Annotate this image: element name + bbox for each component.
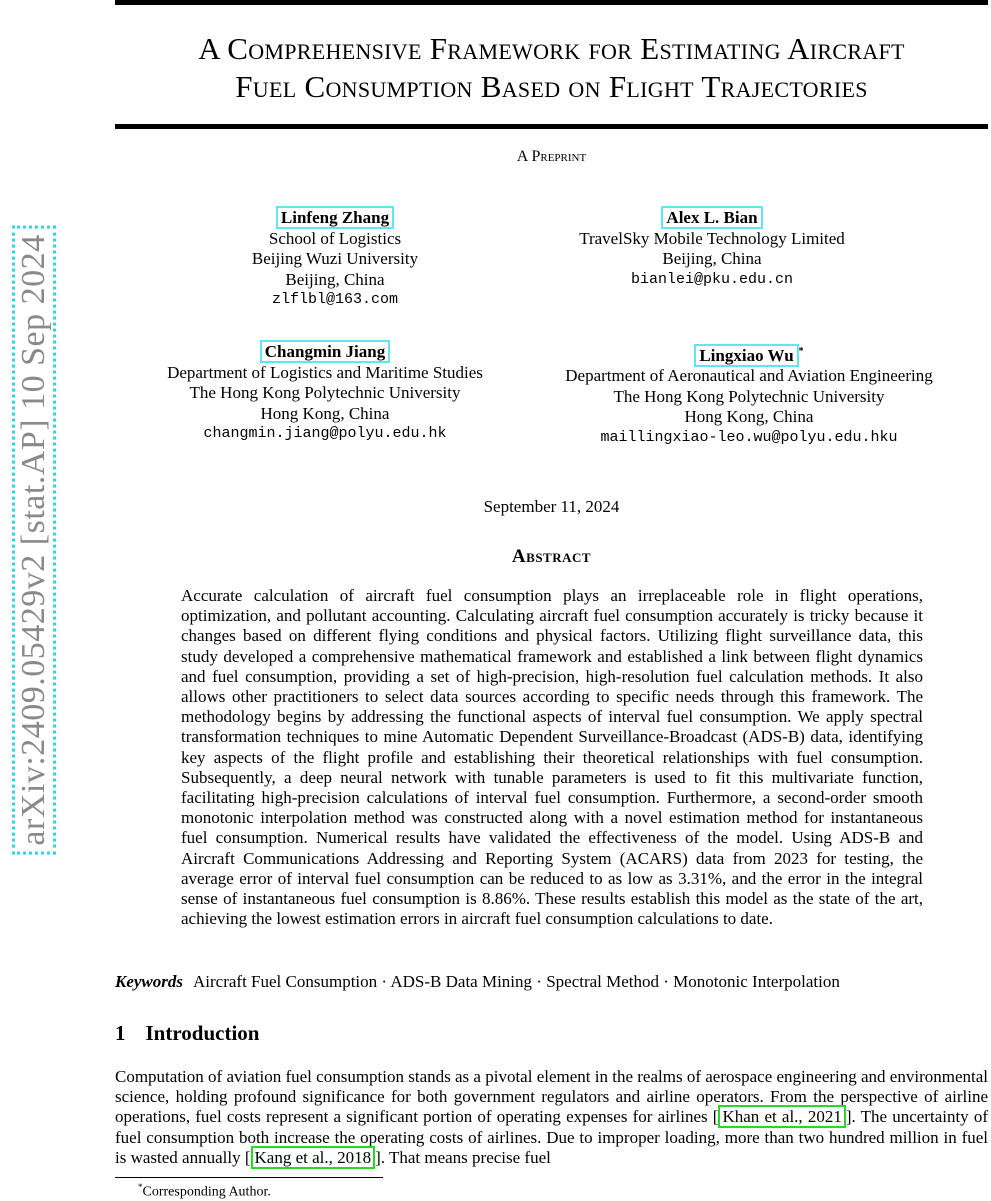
author-affiliation: Department of Aeronautical and Aviation Engineering	[565, 366, 933, 386]
title-top-rule	[115, 0, 988, 5]
intro-text: Computation of aviation fuel consumption stands as a pivotal element in the realms of aerospace engineering and environmental science, holding profound significance for both government regulators and airline operators. From the perspective of airline operations, fuel costs represent a significant portion of operating expenses for airlines [	[115, 1067, 988, 1127]
author-location: Beijing, China	[662, 249, 762, 268]
intro-paragraph	[115, 1067, 988, 1168]
author-email: zlflbl@163.com	[271, 291, 399, 308]
preprint-label: A Preprint	[516, 148, 587, 165]
author-name-link[interactable]: Changmin Jiang	[260, 340, 390, 363]
footnote-text: Corresponding Author.	[142, 1184, 271, 1200]
author-email: bianlei@pku.edu.cn	[630, 270, 794, 288]
author-email: changmin.jiang@polyu.edu.hk	[203, 425, 447, 442]
section-number: 1	[115, 1021, 126, 1045]
keywords-line	[115, 972, 988, 992]
author-location: Hong Kong, China	[260, 403, 390, 423]
author-email: maillingxiao-leo.wu@polyu.edu.hku	[600, 428, 898, 446]
citation-link[interactable]: Khan et al., 2021	[718, 1105, 845, 1128]
author-name-link[interactable]: Lingxiao Wu	[694, 344, 798, 367]
footnote-rule	[115, 1177, 383, 1178]
author-affiliation: School of Logistics	[268, 228, 402, 248]
section-title: Introduction	[145, 1021, 260, 1045]
footnote-mark: *	[138, 1182, 143, 1192]
keywords-label: Keywords	[115, 972, 183, 991]
author-affiliation: Department of Logistics and Maritime Studies	[167, 362, 483, 382]
title-line-2: Fuel Consumption Based on Flight Trajectories	[235, 69, 868, 104]
arxiv-identifier[interactable]: arXiv:2409.05429v2 [stat.AP] 10 Sep 2024	[12, 225, 56, 854]
keywords-list: Aircraft Fuel Consumption · ADS-B Data Mining · Spectral Method · Monotonic Interpolation	[193, 972, 840, 991]
title-line-1: A Comprehensive Framework for Estimating Aircraft	[198, 31, 905, 66]
abstract-text: Accurate calculation of aircraft fuel consumption plays an irreplaceable role in flight operations, optimization, and pollutant accounting. Calculating aircraft fuel consumption accurately is tricky because it changes based on different flying conditions and physical factors. Utilizing flight surveillance data, this study developed a comprehensive mathematical framework and established a link between flight dynamics and fuel consumption, providing a set of high-precision, high-resolution fuel calculation methods. It also allows other practitioners to select data sources according to specific needs through this framework. The methodology begins by addressing the functional aspects of interval fuel consumption. We apply spectral transformation techniques to mine Automatic Dependent Surveillance-Broadcast (ADS-B) data, identifying key aspects of the flight profile and establishing their theoretical relationships with fuel consumption. Subsequently, a deep neural network with tunable parameters is used to fit this multivariate function, facilitating high-precision calculations of interval fuel consumption. Furthermore, a second-order smooth monotonic interpolation method was constructed along with a novel estimation method for instantaneous fuel consumption. Numerical results have validated the effectiveness of the model. Using ADS-B and Aircraft Communications Addressing and Reporting System (ACARS) data from 2023 for testing, the average error of interval fuel consumption can be reduced to as low as 3.31%, and the error in the integral sense of instantaneous fuel consumption is 8.86%. These results establish this model as the state of the art, achieving the lowest estimation errors in aircraft fuel consumption calculations to date.	[181, 586, 923, 929]
author-affiliation: The Hong Kong Polytechnic University	[613, 386, 885, 406]
author-affiliation: The Hong Kong Polytechnic University	[189, 383, 461, 402]
author-location: Hong Kong, China	[684, 407, 814, 427]
title-bottom-rule	[115, 124, 988, 129]
author-block-1	[185, 208, 485, 311]
author-affiliation: TravelSky Mobile Technology Limited	[579, 228, 845, 248]
section-heading	[115, 1021, 259, 1046]
author-location: Beijing, China	[285, 269, 385, 289]
author-block-2	[522, 208, 902, 290]
abstract-heading: Abstract	[511, 546, 592, 567]
author-affiliation: Beijing Wuzi University	[251, 249, 419, 268]
author-name-link[interactable]: Alex L. Bian	[661, 206, 762, 229]
author-block-4	[531, 342, 967, 448]
corresponding-author-mark: *	[798, 346, 804, 357]
intro-text: ]. The uncertainty of fuel consumption both increase the operating costs of airlines. Due to improper loading, more than two hundred million in fuel is wasted annually [	[115, 1107, 989, 1167]
publication-date: September 11, 2024	[483, 497, 620, 516]
author-name-link[interactable]: Linfeng Zhang	[276, 206, 394, 229]
paper-title	[115, 30, 988, 106]
footnote	[138, 1182, 271, 1201]
intro-text: ]. That means precise fuel	[375, 1147, 551, 1167]
citation-link[interactable]: Kang et al., 2018	[251, 1146, 376, 1169]
author-block-3	[140, 342, 510, 445]
